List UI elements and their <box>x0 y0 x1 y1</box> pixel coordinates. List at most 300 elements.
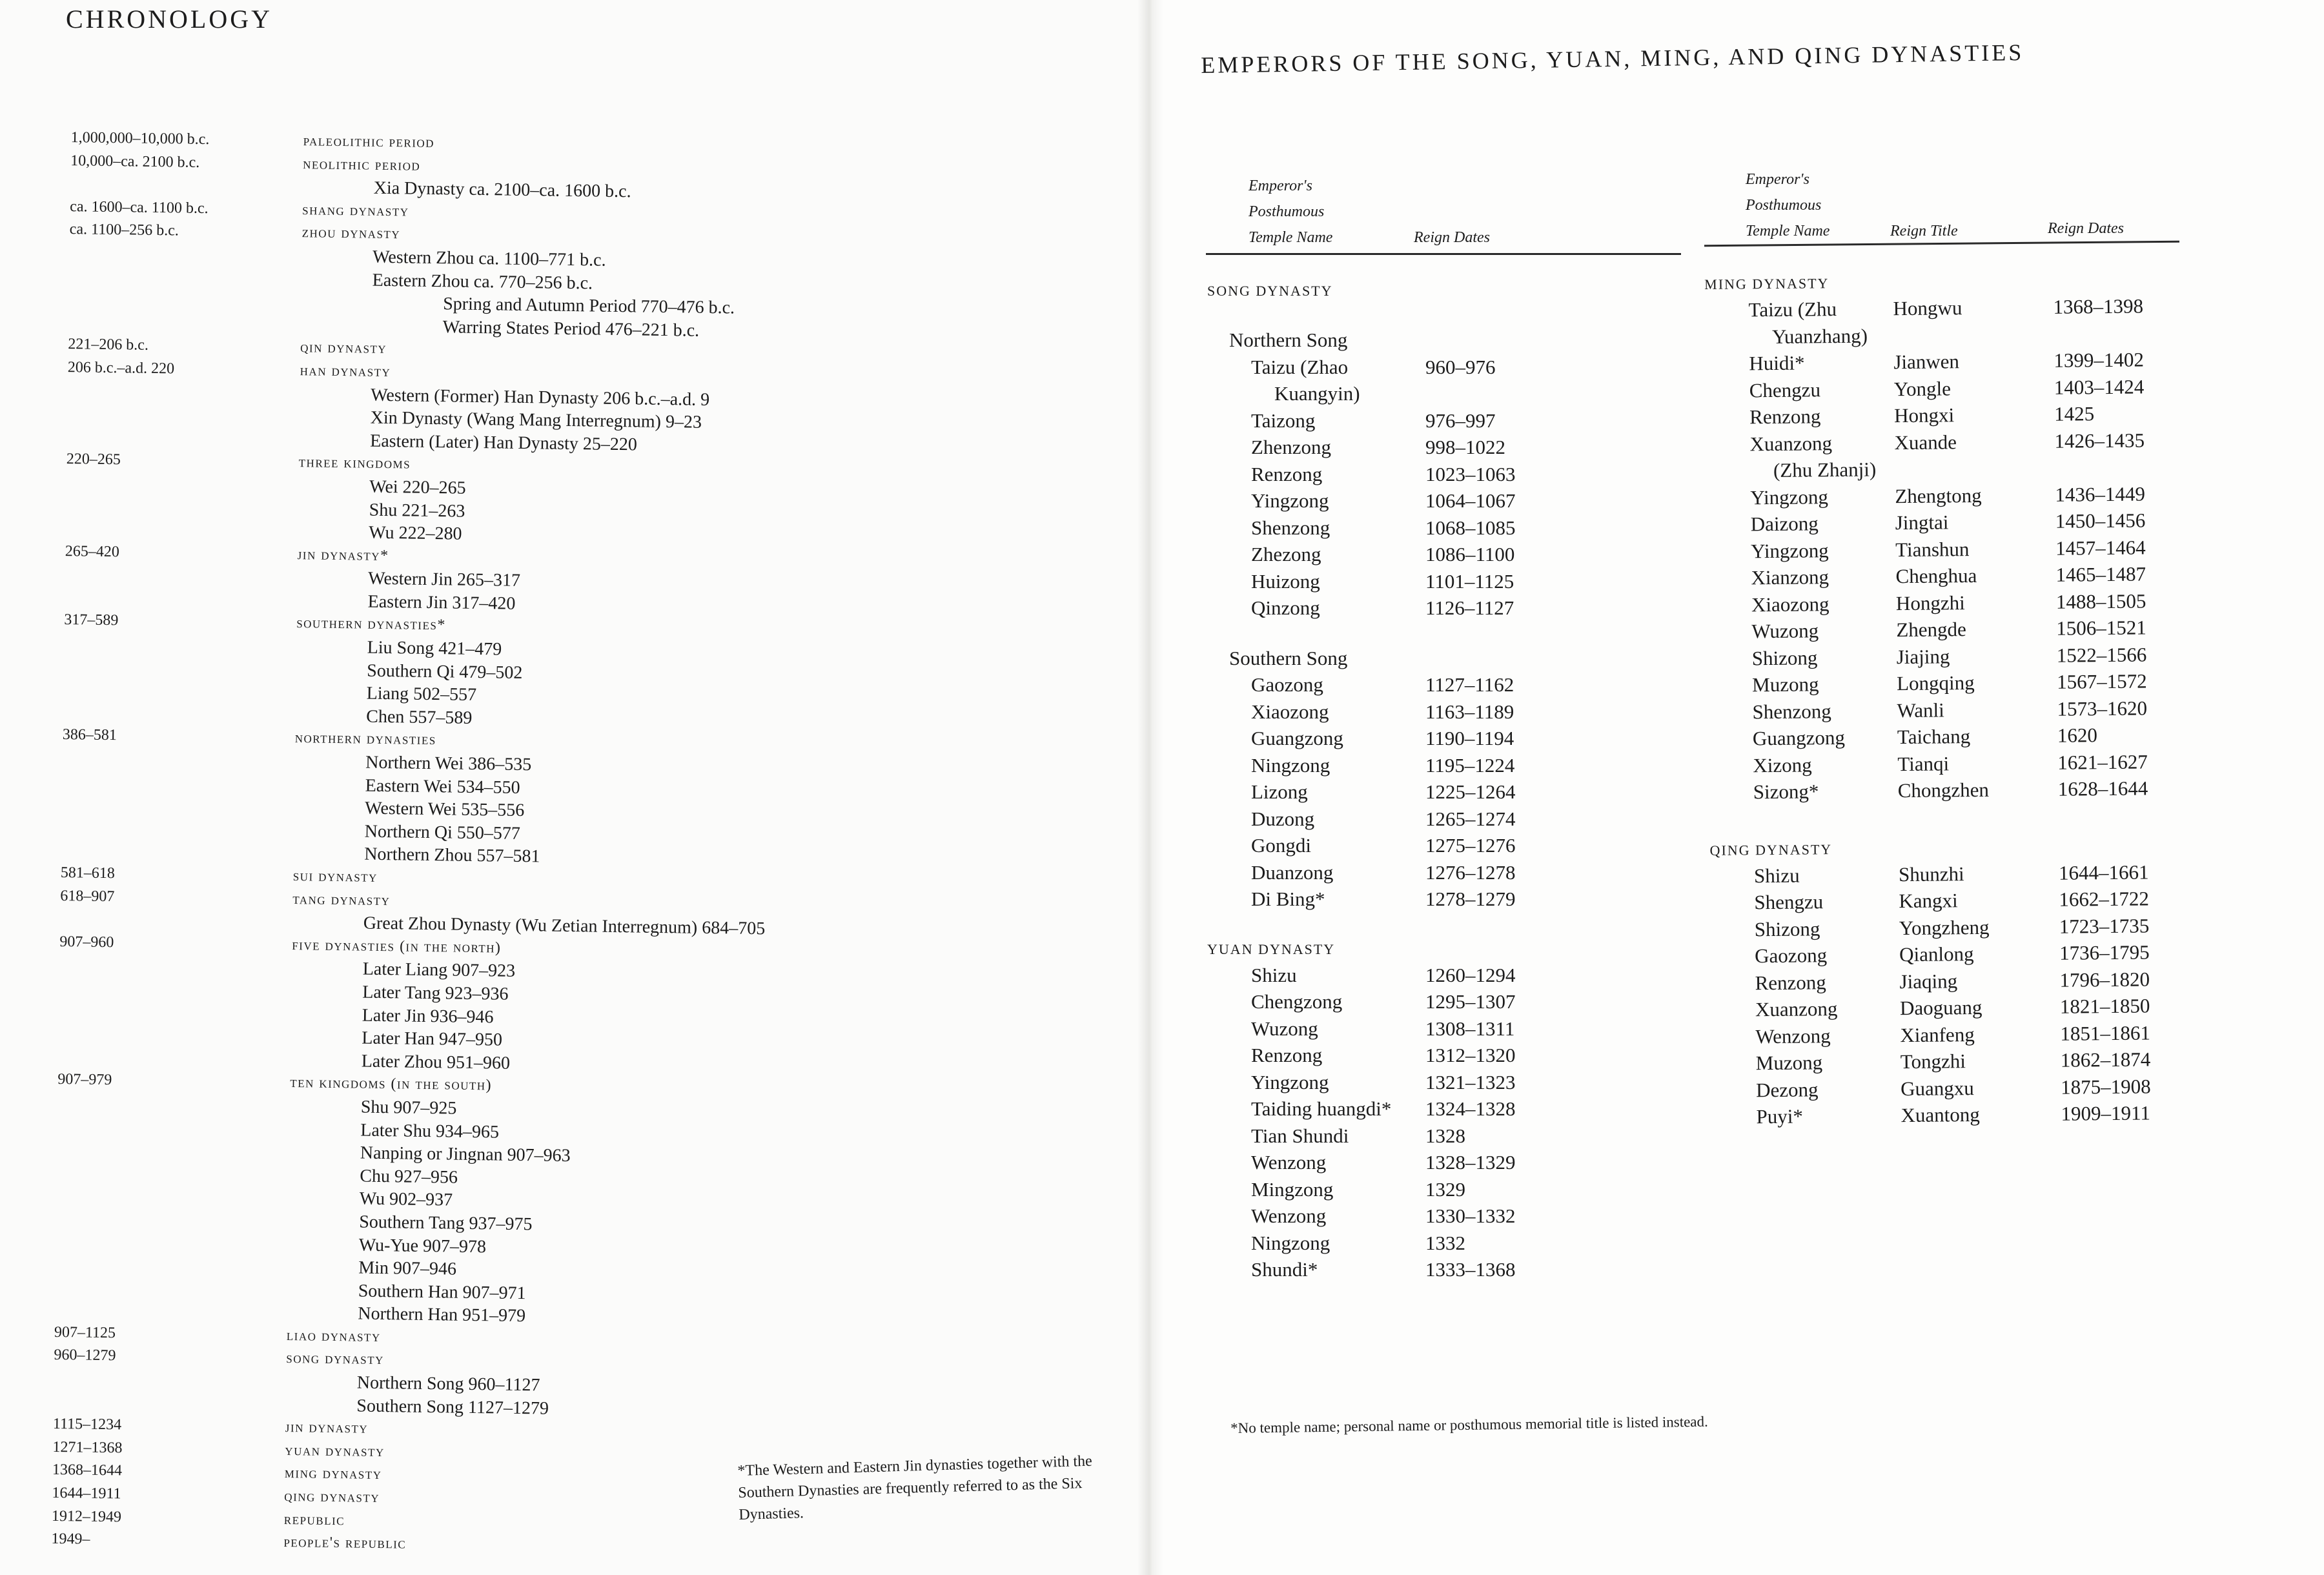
table-row <box>1207 380 1685 407</box>
emperor-name: Taizu (Zhu <box>1748 298 1837 321</box>
emperor-name: Taizu (Zhao <box>1251 355 1349 378</box>
chronology-subperiod: Spring and Autumn Period 770–476 b.c. <box>443 294 735 318</box>
emperor-name: Shizong <box>1751 645 1818 669</box>
reign-title: Guangxu <box>1901 1076 1974 1100</box>
table-row <box>1207 541 1685 568</box>
emperor-name: Xuanzong <box>1749 431 1833 455</box>
header-reign-title: Reign Title <box>1890 223 1958 239</box>
table-row <box>1709 801 2187 837</box>
reign-dates: 1723–1735 <box>2059 913 2150 938</box>
reign-dates: 1573–1620 <box>2057 696 2148 720</box>
table-row <box>1704 292 2182 324</box>
subdivision-heading: Southern Song <box>1229 646 1348 669</box>
reign-dates: 998–1022 <box>1425 436 1505 458</box>
subdivision-heading: Northern Song <box>1229 329 1348 351</box>
reign-dates: 1190–1194 <box>1425 727 1514 749</box>
reign-dates: 1368–1398 <box>2053 294 2144 318</box>
emperor-name: Wenzong <box>1251 1204 1327 1227</box>
chronology-dynasty: yuan dynasty <box>285 1441 385 1460</box>
table-row <box>1207 1042 1685 1069</box>
chronology-dynasty: ten kingdoms (in the south) <box>290 1074 493 1094</box>
chronology-date: 1949– <box>51 1530 90 1548</box>
table-row <box>1207 461 1685 488</box>
emperor-name: Puyi* <box>1756 1104 1804 1128</box>
chronology-subperiod: Chu 927–956 <box>360 1166 458 1188</box>
chronology-subperiod: Great Zhou Dynasty (Wu Zetian Interregnum) 684–705 <box>363 913 766 939</box>
reign-dates: 1450–1456 <box>2055 509 2146 533</box>
emperor-name: Qinzong <box>1251 596 1320 619</box>
emperor-name: Wenzong <box>1755 1024 1831 1048</box>
emperor-name: Zhenzong <box>1251 436 1331 458</box>
chronology-subperiod: Later Zhou 951–960 <box>361 1051 511 1073</box>
table-row <box>1207 725 1685 752</box>
reign-dates: 1163–1189 <box>1425 700 1514 723</box>
table-row <box>1710 885 2188 917</box>
emperor-name: Chengzu <box>1749 378 1821 401</box>
reign-dates: 1308–1311 <box>1425 1017 1515 1040</box>
emperor-name: Renzong <box>1251 462 1323 485</box>
chronology-date: 1912–1949 <box>51 1507 122 1526</box>
emperor-name: Yingzong <box>1251 1070 1329 1093</box>
chronology-subperiod: Later Shu 934–965 <box>360 1120 500 1143</box>
table-row <box>1706 426 2183 458</box>
chronology-subperiod: Southern Han 907–971 <box>358 1281 526 1303</box>
table-row <box>1707 507 2185 538</box>
table-row <box>1207 327 1685 354</box>
table-row <box>1207 1176 1685 1203</box>
emperor-name: Yingzong <box>1750 485 1829 509</box>
chronology-date: 618–907 <box>60 887 115 905</box>
emperor-name: Guangzong <box>1251 727 1343 749</box>
chronology-subperiod: Nanping or Jingnan 907–963 <box>360 1143 571 1166</box>
emperor-name: Wenzong <box>1251 1151 1327 1174</box>
chronology-date: 1,000,000–10,000 b.c. <box>70 129 210 148</box>
emperor-name: Shengzu <box>1754 890 1824 914</box>
emperor-name: Sizong* <box>1753 780 1819 804</box>
chronology-subperiod: Wu-Yue 907–978 <box>358 1235 487 1257</box>
chronology-subperiod: Later Tang 923–936 <box>362 982 509 1004</box>
reign-dates: 1457–1464 <box>2055 535 2146 560</box>
emperor-name: Yingzong <box>1750 538 1829 562</box>
reign-dates: 1620 <box>2057 724 2098 747</box>
chronology-dynasty: neolithic period <box>303 155 421 174</box>
emperor-name: Xuanzong <box>1755 997 1838 1021</box>
chronology-subperiod: Eastern Jin 317–420 <box>367 591 516 614</box>
reign-title: Chongzhen <box>1897 778 1990 802</box>
chronology-subperiod: Later Jin 936–946 <box>362 1005 494 1027</box>
chronology-subperiod: Southern Qi 479–502 <box>367 660 523 683</box>
reign-title: Hongzhi <box>1895 591 1965 615</box>
reign-title: Hongxi <box>1893 403 1955 427</box>
chronology-dynasty: three kingdoms <box>298 454 411 472</box>
emperor-name: Shizong <box>1754 917 1820 940</box>
emperor-name: Xiaozong <box>1751 592 1830 616</box>
table-row <box>1207 962 1685 989</box>
reign-dates: 1909–1911 <box>2061 1101 2151 1125</box>
chronology-subperiod: Western (Former) Han Dynasty 206 b.c.–a.d. 9 <box>371 385 710 410</box>
reign-dates: 1330–1332 <box>1425 1204 1516 1227</box>
chronology-subperiod: Chen 557–589 <box>366 706 473 728</box>
chronology-dynasty: people's republic <box>283 1534 407 1552</box>
emperor-name: Xianzong <box>1751 565 1830 589</box>
chronology-subperiod: Northern Song 960–1127 <box>356 1372 540 1396</box>
chronology-subperiod: Liang 502–557 <box>366 683 477 706</box>
reign-dates: 1403–1424 <box>2054 374 2145 399</box>
reign-dates: 1101–1125 <box>1425 569 1514 593</box>
reign-dates: 1278–1279 <box>1425 888 1516 910</box>
chronology-dynasty: zhou dynasty <box>301 224 401 243</box>
table-row <box>1207 487 1685 514</box>
table-row <box>1207 671 1685 698</box>
emperor-name: Di Bing* <box>1251 888 1325 910</box>
emperor-name: Renzong <box>1755 970 1826 994</box>
song-yuan-table <box>1207 278 1685 1283</box>
reign-dates: 1312–1320 <box>1425 1044 1516 1066</box>
chronology-date: 907–1125 <box>54 1323 116 1342</box>
table-row <box>1207 303 1685 327</box>
table-row <box>1207 752 1685 779</box>
reign-title: Yongzheng <box>1899 915 1990 939</box>
table-row <box>1207 645 1685 672</box>
chronology-dynasty: southern dynasties* <box>296 615 447 634</box>
table-row <box>1207 407 1685 434</box>
chronology-date: 1368–1644 <box>52 1461 123 1479</box>
chronology-subperiod: Shu 221–263 <box>369 500 465 522</box>
emperor-name: Wuzong <box>1251 1017 1318 1040</box>
emperor-name: Guangzong <box>1752 726 1846 750</box>
table-row <box>1207 568 1685 595</box>
reign-title: Wanli <box>1897 698 1944 722</box>
reign-dates: 1265–1274 <box>1425 807 1516 830</box>
reign-title: Jiajing <box>1896 644 1950 668</box>
emperor-name: Xizong <box>1753 753 1812 777</box>
chronology-date: ca. 1100–256 b.c. <box>69 221 179 239</box>
reign-dates: 1875–1908 <box>2060 1074 2151 1099</box>
reign-dates: 1821–1850 <box>2059 994 2150 1018</box>
header-temple-name-line1: Emperor's <box>1746 171 1809 188</box>
chronology-subperiod: Northern Wei 386–535 <box>365 752 532 775</box>
emperor-name: Daizong <box>1750 512 1819 536</box>
chronology-subperiod: Later Liang 907–923 <box>362 959 516 982</box>
table-row <box>1706 372 2183 404</box>
reign-dates: 1329 <box>1425 1177 1465 1201</box>
emperor-name: Taizong <box>1251 409 1316 432</box>
reign-title: Zhengtong <box>1895 483 1982 507</box>
table-row <box>1207 1230 1685 1257</box>
emperor-name: Mingzong <box>1251 1177 1334 1201</box>
reign-dates: 1332 <box>1425 1231 1465 1254</box>
table-row <box>1207 698 1685 726</box>
table-row <box>1712 1099 2190 1131</box>
chronology-footnote: *The Western and Eastern Jin dynasties together with the Southern Dynasties are frequently referred to as the Six Dynasties. <box>737 1452 1093 1523</box>
table-row <box>1710 858 2188 889</box>
emperor-name: Duzong <box>1251 807 1315 830</box>
reign-dates: 1465–1487 <box>2055 562 2146 586</box>
chronology-date: 581–618 <box>60 864 116 882</box>
table-row <box>1708 640 2186 672</box>
chronology-subperiod: Wu 222–280 <box>369 522 462 544</box>
header-reign-dates: Reign Dates <box>1414 229 1490 246</box>
table-row <box>1207 913 1685 936</box>
reign-title: Qianlong <box>1899 942 1974 966</box>
emperor-name: Shizu <box>1753 864 1800 887</box>
chronology-subperiod: Min 907–946 <box>358 1257 457 1279</box>
reign-dates: 1328 <box>1425 1124 1465 1147</box>
reign-title: Zhengde <box>1896 618 1966 642</box>
chronology-subperiod: Northern Qi 550–577 <box>364 821 521 844</box>
table-row <box>1709 832 2187 862</box>
table-row <box>1709 747 2186 779</box>
reign-title: Tongzhi <box>1900 1050 1966 1073</box>
emperor-name: Xiaozong <box>1251 700 1329 723</box>
emperor-name: Wuzong <box>1751 619 1819 643</box>
emperor-name-continued: Yuanzhang) <box>1771 324 1868 348</box>
table-row <box>1711 965 2188 997</box>
chronology-date: ca. 1600–ca. 1100 b.c. <box>70 198 209 217</box>
chronology-subperiod: Xin Dynasty (Wang Mang Interregnum) 9–23 <box>370 407 702 432</box>
reign-dates: 1796–1820 <box>2059 967 2150 991</box>
table-row <box>1708 667 2186 699</box>
reign-title: Kangxi <box>1899 889 1958 913</box>
reign-dates: 1328–1329 <box>1425 1151 1516 1174</box>
chronology-dynasty: five dynasties (in the north) <box>292 936 502 957</box>
table-row <box>1207 859 1685 886</box>
emperor-name: Shundi* <box>1251 1258 1318 1281</box>
reign-dates: 1225–1264 <box>1425 780 1516 803</box>
reign-dates: 1064–1067 <box>1425 489 1516 512</box>
chronology-date: 220–265 <box>66 451 121 469</box>
ming-qing-table <box>1704 267 2190 1131</box>
table-row <box>1711 911 2188 943</box>
emperor-name: Dezong <box>1756 1077 1819 1101</box>
reign-title: Chenghua <box>1895 564 1977 588</box>
chronology-dynasty: paleolithic period <box>303 132 435 152</box>
table-row <box>1207 778 1685 806</box>
book-gutter <box>1137 0 1163 1575</box>
table-row <box>1207 1069 1685 1096</box>
table-row <box>1707 533 2185 565</box>
emperor-name: Lizong <box>1251 780 1308 803</box>
emperor-name: Shenzong <box>1251 516 1330 539</box>
reign-dates: 1621–1627 <box>2057 749 2148 774</box>
emperor-name: Zhezong <box>1251 543 1321 565</box>
chronology-dynasty: republic <box>283 1510 345 1529</box>
song-yuan-table-header <box>1249 173 1332 250</box>
table-row <box>1207 594 1685 622</box>
emperor-name: Duanzong <box>1251 860 1334 884</box>
chronology-dynasty: song dynasty <box>286 1350 385 1368</box>
table-row <box>1706 400 2183 431</box>
reign-dates: 1436–1449 <box>2055 482 2146 506</box>
table-row <box>1707 614 2185 645</box>
emperor-name: Ningzong <box>1251 753 1330 777</box>
chronology-date: 317–589 <box>64 611 119 629</box>
emperor-name: Gongdi <box>1251 834 1311 857</box>
table-row <box>1712 1046 2190 1077</box>
chronology-date: 907–979 <box>57 1071 112 1089</box>
reign-title: Xuantong <box>1901 1102 1980 1127</box>
emperor-name: Chengzong <box>1251 990 1343 1013</box>
chronology-date: 221–206 b.c. <box>68 336 149 354</box>
emperor-name-continued: (Zhu Zhanji) <box>1773 458 1877 482</box>
chronology-subperiod: Southern Song 1127–1279 <box>356 1396 549 1419</box>
table-row <box>1207 936 1685 962</box>
emperor-name: Ningzong <box>1251 1231 1330 1254</box>
chronology-date: 960–1279 <box>54 1346 116 1365</box>
reign-title: Taichang <box>1897 725 1971 749</box>
chronology-dynasty: ming dynasty <box>284 1465 382 1483</box>
emperor-name: Renzong <box>1749 405 1821 429</box>
table-row <box>1706 453 2184 485</box>
reign-title: Daoguang <box>1899 995 1983 1020</box>
emperor-name: Muzong <box>1751 673 1819 696</box>
reign-dates: 1276–1278 <box>1425 860 1516 884</box>
reign-dates: 1736–1795 <box>2059 940 2150 964</box>
emperor-name: Renzong <box>1251 1044 1323 1066</box>
reign-dates: 1086–1100 <box>1425 543 1515 565</box>
table-row <box>1711 992 2189 1024</box>
table-row <box>1712 1072 2190 1104</box>
reign-dates: 1662–1722 <box>2059 887 2150 911</box>
emperors-footnote: *No temple name; personal name or posthumous memorial title is listed instead. <box>1230 1413 1708 1436</box>
chronology-title: CHRONOLOGY <box>66 5 272 34</box>
reign-title: Xuande <box>1894 430 1957 454</box>
song-yuan-header-rule <box>1206 253 1681 255</box>
reign-dates: 1023–1063 <box>1425 462 1516 485</box>
emperor-name: Yingzong <box>1251 489 1329 512</box>
chronology-dynasty: jin dynasty <box>285 1419 369 1438</box>
reign-dates: 1195–1224 <box>1425 753 1515 777</box>
chronology-subperiod: Shu 907–925 <box>360 1097 457 1119</box>
chronology-date: 206 b.c.–a.d. 220 <box>67 359 175 378</box>
emperor-name: Gaozong <box>1755 944 1828 968</box>
table-row <box>1207 1095 1685 1123</box>
chronology-subperiod: Northern Han 951–979 <box>358 1303 526 1326</box>
table-row <box>1207 832 1685 859</box>
chronology-subperiod: Western Wei 535–556 <box>365 798 525 821</box>
chronology-subperiod: Southern Tang 937–975 <box>359 1212 533 1235</box>
table-row <box>1207 434 1685 461</box>
table-row <box>1207 1203 1685 1230</box>
header-temple-name-line3: Temple Name <box>1746 223 1830 239</box>
reign-dates: 960–976 <box>1425 355 1496 378</box>
table-row <box>1207 886 1685 913</box>
reign-title: Yongle <box>1893 376 1952 400</box>
header-temple-name-line2: Posthumous <box>1746 197 1822 214</box>
chronology-dynasty: han dynasty <box>300 362 391 381</box>
chronology-subperiod: Warring States Period 476–221 b.c. <box>442 316 700 341</box>
reign-dates: 1333–1368 <box>1425 1258 1516 1281</box>
reign-dates: 1862–1874 <box>2060 1048 2151 1072</box>
reign-dates: 1126–1127 <box>1425 596 1514 619</box>
chronology-dynasty: sui dynasty <box>292 868 378 886</box>
chronology-date: 1115–1234 <box>52 1416 122 1434</box>
chronology-subperiod: Later Han 947–950 <box>362 1028 503 1050</box>
chronology-dynasty: jin dynasty* <box>297 545 389 564</box>
reign-dates: 1275–1276 <box>1425 834 1516 857</box>
reign-dates: 1644–1661 <box>2058 860 2149 884</box>
reign-dates: 976–997 <box>1425 409 1496 432</box>
reign-dates: 1068–1085 <box>1425 516 1516 539</box>
reign-title: Hongwu <box>1893 296 1962 320</box>
reign-dates: 1522–1566 <box>2056 642 2147 667</box>
reign-dates: 1425 <box>2054 402 2095 425</box>
chronology-dynasty: qing dynasty <box>284 1487 380 1507</box>
emperor-name: Tian Shundi <box>1251 1124 1349 1147</box>
table-row <box>1207 1015 1685 1042</box>
reign-dates: 1488–1505 <box>2055 589 2146 613</box>
reign-dates: 1321–1323 <box>1425 1070 1516 1093</box>
chronology-dynasty: liao dynasty <box>286 1326 381 1345</box>
emperor-name: Huizong <box>1251 569 1320 593</box>
dynasty-heading: SONG DYNASTY <box>1207 283 1333 299</box>
table-row <box>1711 939 2188 970</box>
reign-title: Jianwen <box>1893 350 1960 374</box>
chronology-dynasty: shang dynasty <box>302 201 409 220</box>
chronology-subperiod: Northern Zhou 557–581 <box>364 844 540 867</box>
table-row <box>1709 775 2187 806</box>
table-row <box>1706 480 2184 511</box>
chronology-subperiod: Wu 902–937 <box>359 1188 453 1210</box>
table-row <box>1207 622 1685 645</box>
table-row <box>1707 587 2185 618</box>
chronology-dynasty: northern dynasties <box>294 729 436 749</box>
emperor-name: Muzong <box>1755 1051 1823 1075</box>
table-row <box>1711 1019 2189 1050</box>
reign-title: Jingtai <box>1895 511 1949 534</box>
ming-qing-table-header <box>1746 167 1830 244</box>
chronology-subperiod: Wei 220–265 <box>369 476 466 498</box>
reign-dates: 1628–1644 <box>2057 777 2148 800</box>
emperor-name: Shizu <box>1251 963 1297 986</box>
emperor-name: Gaozong <box>1251 673 1323 696</box>
table-row <box>1705 346 2183 378</box>
emperor-name: Taiding huangdi* <box>1251 1097 1392 1120</box>
emperor-name-continued: Kuangyin) <box>1274 382 1360 405</box>
header-temple-name-line3: Temple Name <box>1249 229 1333 246</box>
chronology-date: 386–581 <box>62 726 117 744</box>
header-reign-dates: Reign Dates <box>2048 220 2124 237</box>
chronology-date: 907–960 <box>59 933 114 951</box>
reign-dates: 1399–1402 <box>2054 348 2145 372</box>
table-row <box>1207 988 1685 1015</box>
table-row <box>1709 721 2186 753</box>
reign-title: Jiaqing <box>1899 969 1958 993</box>
chronology-date: 1644–1911 <box>52 1484 121 1503</box>
reign-dates: 1851–1861 <box>2060 1021 2151 1045</box>
emperors-title: EMPERORS OF THE SONG, YUAN, MING, AND QING DYNASTIES <box>1201 39 2024 78</box>
reign-dates: 1567–1572 <box>2056 669 2147 693</box>
reign-title: Tianshun <box>1895 537 1970 561</box>
chronology-subperiod: Xia Dynasty ca. 2100–ca. 1600 b.c. <box>373 178 631 202</box>
reign-dates: 1324–1328 <box>1425 1097 1516 1120</box>
reign-title: Longqing <box>1896 671 1975 695</box>
reign-dates: 1295–1307 <box>1425 990 1516 1013</box>
table-row <box>1705 319 2183 351</box>
chronology-subperiod: Western Jin 265–317 <box>368 568 521 591</box>
dynasty-heading: QING DYNASTY <box>1709 840 1833 859</box>
header-temple-name-line2: Posthumous <box>1249 203 1325 220</box>
chronology-subperiod: Eastern Zhou ca. 770–256 b.c. <box>372 270 593 294</box>
reign-title: Xianfeng <box>1900 1022 1975 1046</box>
reign-title: Shunzhi <box>1898 862 1964 886</box>
table-row <box>1704 267 2182 297</box>
chronology-dynasty: tang dynasty <box>292 890 391 909</box>
dynasty-heading: MING DYNASTY <box>1704 275 1830 292</box>
chronology-subperiod: Western Zhou ca. 1100–771 b.c. <box>372 247 606 270</box>
chronology-subperiod: Eastern Wei 534–550 <box>365 775 520 798</box>
table-row <box>1207 514 1685 542</box>
